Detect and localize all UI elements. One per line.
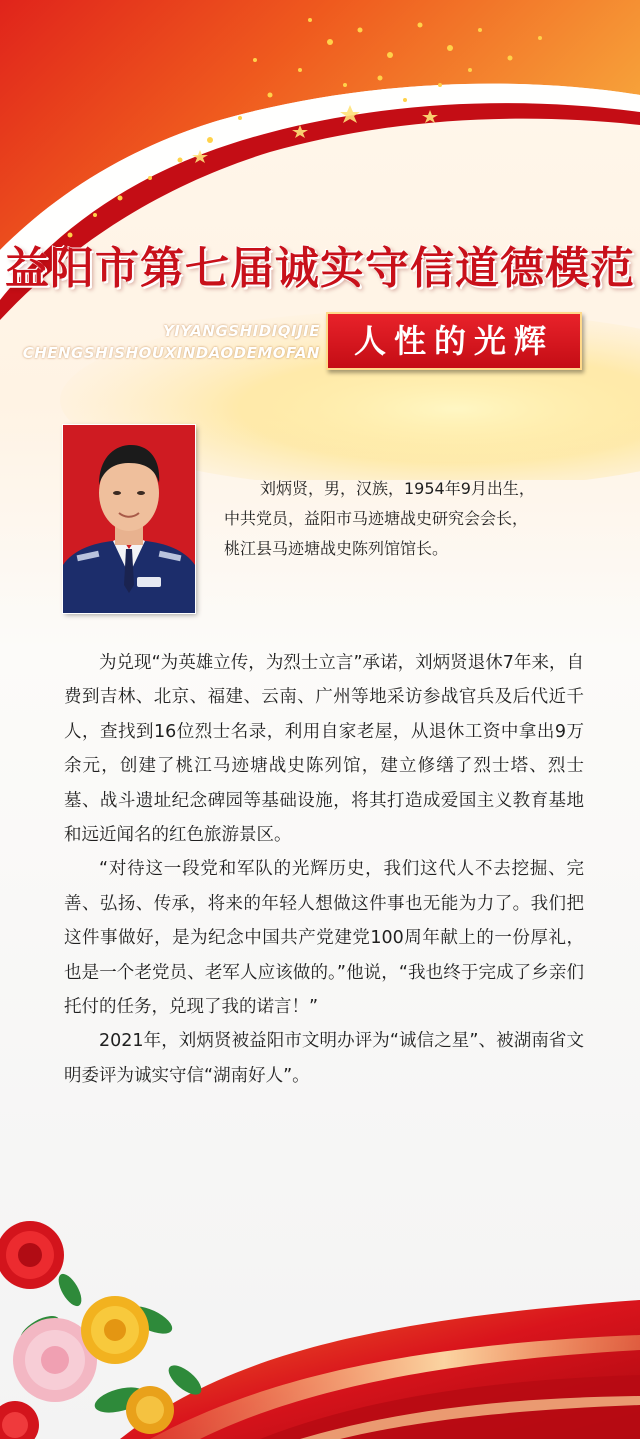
intro-line-2: 中共党员，益阳市马迹塘战史研究会会长， [224,509,529,528]
story-body [64,646,584,1093]
pinyin-line-1: YIYANGSHIDIQIJIE [162,322,320,340]
portrait-illustration [63,425,195,613]
profile-intro [224,474,574,564]
story-paragraph-2: “对待这一段党和军队的光辉历史，我们这代人不去挖掘、完善、弘扬、传承，将来的年轻人想做这件事也无能为力了。我们把这件事做好，是为纪念中国共产党建党100周年献上的一份厚礼，也是一个老党员、老军人应该做的。”他说，“我也终于完成了乡亲们托付的任务，兑现了我的诺言！” [64,859,584,1018]
pinyin-line-2: CHENGSHISHOUXINDAODEMOFAN [22,344,320,362]
intro-line-1: 刘炳贤，男，汉族，1954年9月出生， [260,479,535,498]
poster-title: 益阳市第七届诚实守信道德模范 [5,243,635,294]
story-paragraph-3: 2021年，刘炳贤被益阳市文明办评为“诚信之星”、被湖南省文明委评为诚实守信“湖南好人”。 [64,1031,584,1086]
story-paragraph-1: 为兑现“为英雄立传，为烈士立言”承诺，刘炳贤退休7年来，自费到吉林、北京、福建、云南、广州等地采访参战官兵及后代近千人，查找到16位烈士名录，利用自家老屋，从退休工资中拿出9万余元，创建了桃江马迹塘战史陈列馆，建立修缮了烈士塔、烈士墓、战斗遗址纪念碑园等基础设施，将其打造成爱国主义教育基地和远近闻名的红色旅游景区。 [64,653,584,846]
portrait-photo [63,425,195,613]
peony-flowers-decoration [0,1210,220,1439]
subtitle-banner: 人性的光辉 [326,312,582,370]
intro-line-3: 桃江县马迹塘战史陈列馆馆长。 [224,539,449,558]
